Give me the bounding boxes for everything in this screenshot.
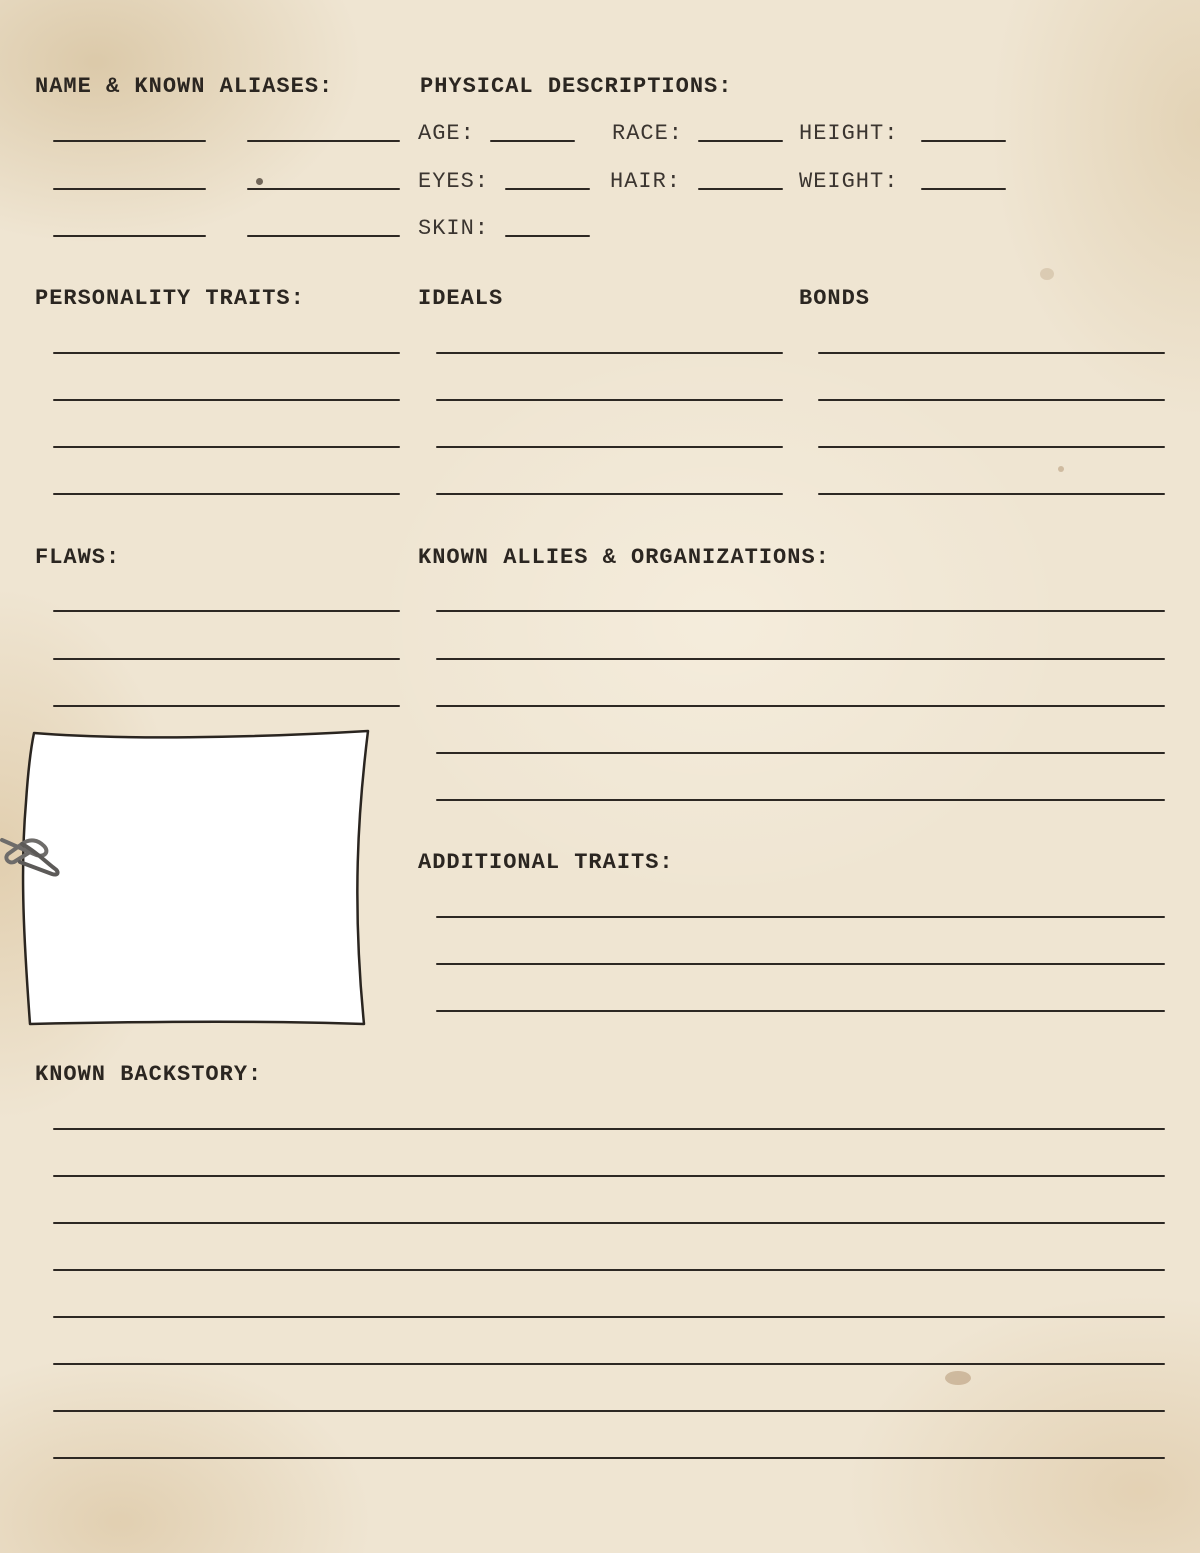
bonds-heading: BONDS <box>799 286 871 311</box>
paper-stain <box>1058 466 1064 472</box>
backstory-line-1[interactable] <box>53 1128 1165 1130</box>
paperclip-icon <box>0 832 70 882</box>
backstory-line-6[interactable] <box>53 1363 1165 1365</box>
allies-line-5[interactable] <box>436 799 1165 801</box>
backstory-line-5[interactable] <box>53 1316 1165 1318</box>
known-backstory-heading: KNOWN BACKSTORY: <box>35 1062 263 1087</box>
eyes-label: EYES: <box>418 169 490 194</box>
backstory-line-7[interactable] <box>53 1410 1165 1412</box>
personality-traits-line-3[interactable] <box>53 446 400 448</box>
alias-field-6[interactable] <box>247 235 400 237</box>
ideals-line-2[interactable] <box>436 399 783 401</box>
allies-line-1[interactable] <box>436 610 1165 612</box>
weight-field[interactable] <box>921 188 1006 190</box>
ideals-line-4[interactable] <box>436 493 783 495</box>
known-allies-heading: KNOWN ALLIES & ORGANIZATIONS: <box>418 545 830 570</box>
alias-field-1[interactable] <box>53 140 206 142</box>
additional-traits-heading: ADDITIONAL TRAITS: <box>418 850 674 875</box>
paper-stain <box>1040 268 1054 280</box>
hair-field[interactable] <box>698 188 783 190</box>
eyes-field[interactable] <box>505 188 590 190</box>
paper-stain <box>256 178 263 185</box>
name-aliases-heading: NAME & KNOWN ALIASES: <box>35 74 334 99</box>
personality-traits-line-1[interactable] <box>53 352 400 354</box>
bonds-line-4[interactable] <box>818 493 1165 495</box>
bonds-line-1[interactable] <box>818 352 1165 354</box>
backstory-line-2[interactable] <box>53 1175 1165 1177</box>
alias-field-3[interactable] <box>53 188 206 190</box>
bonds-line-3[interactable] <box>818 446 1165 448</box>
alias-field-2[interactable] <box>247 140 400 142</box>
alias-field-5[interactable] <box>53 235 206 237</box>
hair-label: HAIR: <box>610 169 682 194</box>
skin-label: SKIN: <box>418 216 490 241</box>
weight-label: WEIGHT: <box>799 169 899 194</box>
flaws-heading: FLAWS: <box>35 545 121 570</box>
allies-line-4[interactable] <box>436 752 1165 754</box>
personality-traits-line-4[interactable] <box>53 493 400 495</box>
allies-line-2[interactable] <box>436 658 1165 660</box>
height-field[interactable] <box>921 140 1006 142</box>
allies-line-3[interactable] <box>436 705 1165 707</box>
backstory-line-8[interactable] <box>53 1457 1165 1459</box>
paper-stain <box>945 1371 971 1385</box>
personality-traits-heading: PERSONALITY TRAITS: <box>35 286 305 311</box>
skin-field[interactable] <box>505 235 590 237</box>
age-field[interactable] <box>490 140 575 142</box>
physical-descriptions-heading: PHYSICAL DESCRIPTIONS: <box>420 74 733 99</box>
ideals-line-1[interactable] <box>436 352 783 354</box>
flaws-line-2[interactable] <box>53 658 400 660</box>
backstory-line-4[interactable] <box>53 1269 1165 1271</box>
height-label: HEIGHT: <box>799 121 899 146</box>
additional-traits-line-2[interactable] <box>436 963 1165 965</box>
alias-field-4[interactable] <box>247 188 400 190</box>
ideals-heading: IDEALS <box>418 286 504 311</box>
additional-traits-line-1[interactable] <box>436 916 1165 918</box>
race-field[interactable] <box>698 140 783 142</box>
personality-traits-line-2[interactable] <box>53 399 400 401</box>
flaws-line-3[interactable] <box>53 705 400 707</box>
additional-traits-line-3[interactable] <box>436 1010 1165 1012</box>
flaws-line-1[interactable] <box>53 610 400 612</box>
race-label: RACE: <box>612 121 684 146</box>
bonds-line-2[interactable] <box>818 399 1165 401</box>
age-label: AGE: <box>418 121 475 146</box>
backstory-line-3[interactable] <box>53 1222 1165 1224</box>
ideals-line-3[interactable] <box>436 446 783 448</box>
